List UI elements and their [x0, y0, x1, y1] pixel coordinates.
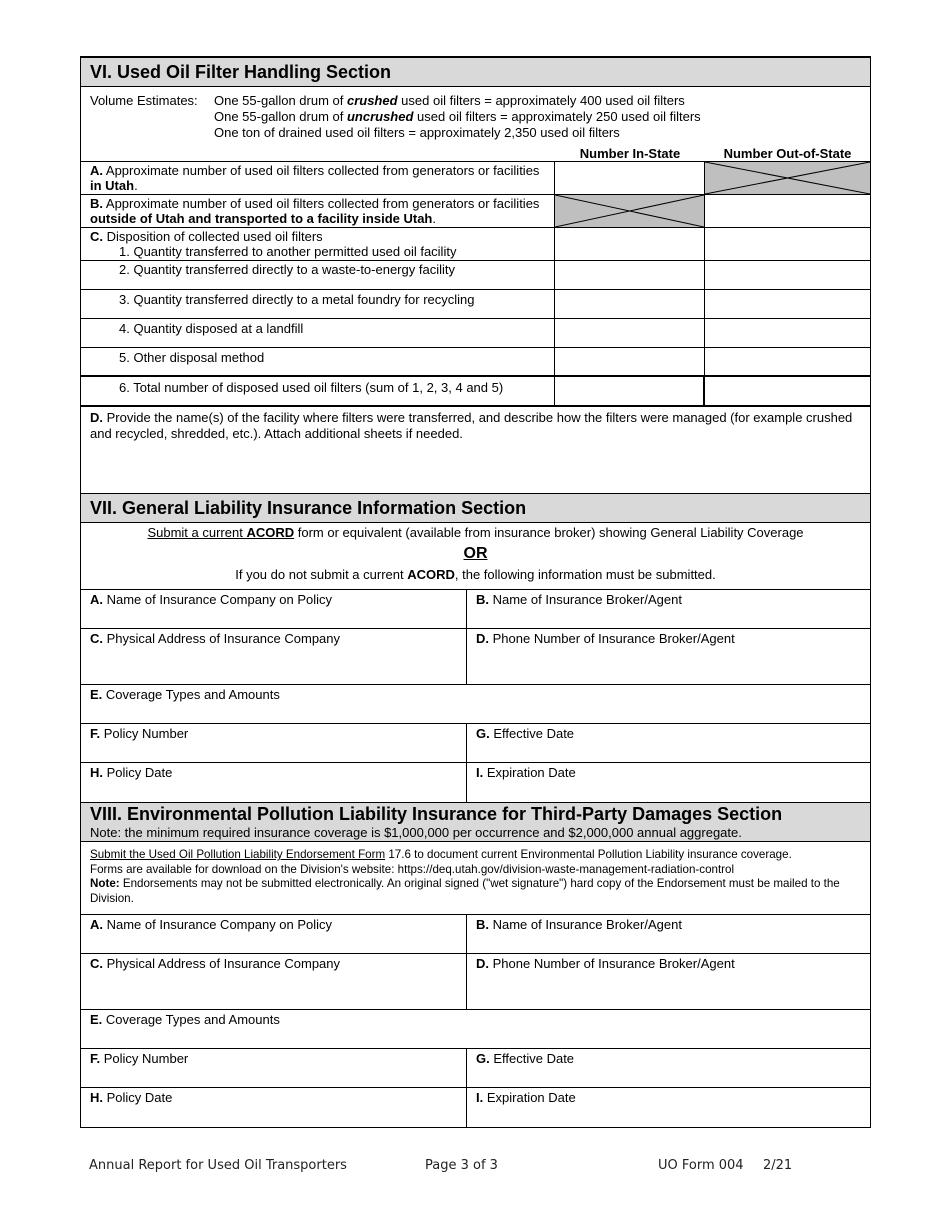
footer-form-number: UO Form 004	[658, 1158, 744, 1173]
volume-line-1: One 55-gallon drum of crushed used oil filters = approximately 400 used oil filters	[214, 93, 685, 108]
volume-line-2: One 55-gallon drum of uncrushed used oil filters = approximately 250 used oil filters	[214, 109, 701, 124]
section-8-title: VIII. Environmental Pollution Liability Insurance for Third-Party Damages Section	[90, 804, 783, 824]
s7-expiration-date-field[interactable]: I. Expiration Date	[476, 765, 576, 780]
row-c4-label: 4. Quantity disposed at a landfill	[81, 319, 555, 348]
row-c1-in-state-field[interactable]	[555, 228, 705, 261]
row-c4-out-of-state-field[interactable]	[705, 319, 870, 348]
row-c2-label: 2. Quantity transferred directly to a waste-to-energy facility	[81, 261, 555, 290]
row-a-out-of-state-blocked	[705, 162, 870, 195]
row-c3-label: 3. Quantity transferred directly to a metal foundry for recycling	[81, 290, 555, 319]
row-c3-in-state-field[interactable]	[555, 290, 705, 319]
volume-label: Volume Estimates:	[90, 93, 198, 108]
row-c3-out-of-state-field[interactable]	[705, 290, 870, 319]
s8-broker-agent-field[interactable]: B. Name of Insurance Broker/Agent	[476, 917, 682, 932]
section-6-heading: VI. Used Oil Filter Handling Section	[81, 58, 870, 87]
s8-effective-date-field[interactable]: G. Effective Date	[476, 1051, 575, 1066]
s8-policy-date-field[interactable]: H. Policy Date	[81, 1088, 467, 1127]
row-d-text: Provide the name(s) of the facility where filters were transferred, and describe how the filters were managed (for example crushed and recycled, shredded, etc.). Attach additional sheets if needed.	[90, 410, 853, 441]
s8-broker-phone-field[interactable]: D. Phone Number of Insurance Broker/Agent	[476, 956, 735, 971]
filter-table	[81, 145, 870, 407]
s8-insurance-company-field[interactable]: A. Name of Insurance Company on Policy	[81, 915, 467, 953]
footer-revision-date: 2/21	[763, 1158, 793, 1173]
col-in-state: Number In-State	[555, 145, 705, 162]
s7-policy-number-field[interactable]: F. Policy Number	[81, 724, 467, 762]
s7-physical-address-field[interactable]: C. Physical Address of Insurance Company	[81, 629, 467, 684]
row-a-in-state-field[interactable]	[555, 162, 705, 195]
col-out-of-state: Number Out-of-State	[705, 145, 870, 162]
s8-expiration-date-field[interactable]: I. Expiration Date	[476, 1090, 576, 1105]
row-c4-in-state-field[interactable]	[555, 319, 705, 348]
endorsement-instructions: Submit the Used Oil Pollution Liability Endorsement Form 17.6 to document current Environmental Pollution Liability insurance coverage. Forms are available for download on the Division's website: https://deq.utah.gov/division-waste-management-radiation-control Note: Endorsements may not be submitted electronically. An original signed ("wet signature") hard copy of the Endorsement must be mailed to the Division.	[81, 842, 870, 915]
section-8-note: Note: the minimum required insurance coverage is $1,000,000 per occurrence and $2,000,000 annual aggregate.	[90, 825, 742, 840]
row-d[interactable]: D. Provide the name(s) of the facility where filters were transferred, and describe how the filters were managed (for example crushed and recycled, shredded, etc.). Attach additional sheets if needed.	[81, 407, 870, 494]
row-c1-out-of-state-field[interactable]	[705, 228, 870, 261]
s7-broker-agent-field[interactable]: B. Name of Insurance Broker/Agent	[476, 592, 682, 607]
row-c6-out-of-state-field[interactable]	[705, 377, 870, 407]
s7-coverage-field[interactable]: E. Coverage Types and Amounts	[81, 685, 870, 724]
s7-insurance-company-field[interactable]: A. Name of Insurance Company on Policy	[81, 590, 467, 628]
row-b-out-of-state-field[interactable]	[705, 195, 870, 228]
volume-line-3: One ton of drained used oil filters = approximately 2,350 used oil filters	[214, 125, 620, 140]
s8-coverage-field[interactable]: E. Coverage Types and Amounts	[81, 1010, 870, 1049]
used-oil-form	[80, 56, 871, 1128]
acord-instructions: Submit a current ACORD form or equivalent (available from insurance broker) showing General Liability Coverage OR If you do not submit a current ACORD, the following information must be submitted.	[81, 523, 870, 590]
row-b-label: B. Approximate number of used oil filters collected from generators or facilities outside of Utah and transported to a facility inside Utah.	[81, 195, 555, 228]
section-8-heading	[81, 803, 870, 842]
row-c2-in-state-field[interactable]	[555, 261, 705, 290]
s7-effective-date-field[interactable]: G. Effective Date	[476, 726, 575, 741]
footer-title: Annual Report for Used Oil Transporters	[89, 1158, 347, 1173]
row-a-label: A. Approximate number of used oil filters collected from generators or facilities in Utah.	[81, 162, 555, 195]
s8-policy-number-field[interactable]: F. Policy Number	[81, 1049, 467, 1087]
volume-estimates	[81, 87, 870, 145]
row-c1-label: 1. Quantity transferred to another permitted used oil facility	[119, 244, 457, 259]
row-c6-label: 6. Total number of disposed used oil filters (sum of 1, 2, 3, 4 and 5)	[81, 377, 555, 407]
row-c6-in-state-field[interactable]	[555, 377, 705, 407]
row-b-in-state-blocked	[555, 195, 705, 228]
s7-policy-date-field[interactable]: H. Policy Date	[81, 763, 467, 802]
row-c5-in-state-field[interactable]	[555, 348, 705, 377]
row-c5-label: 5. Other disposal method	[81, 348, 555, 377]
row-c5-out-of-state-field[interactable]	[705, 348, 870, 377]
s7-broker-phone-field[interactable]: D. Phone Number of Insurance Broker/Agent	[476, 631, 735, 646]
row-c2-out-of-state-field[interactable]	[705, 261, 870, 290]
s8-physical-address-field[interactable]: C. Physical Address of Insurance Company	[81, 954, 467, 1009]
section-7-heading: VII. General Liability Insurance Information Section	[81, 494, 870, 523]
row-c-label: C. Disposition of collected used oil filters 1. Quantity transferred to another permitted used oil facility	[81, 228, 555, 261]
or-divider: OR	[463, 545, 488, 562]
footer-page: Page 3 of 3	[425, 1158, 498, 1173]
